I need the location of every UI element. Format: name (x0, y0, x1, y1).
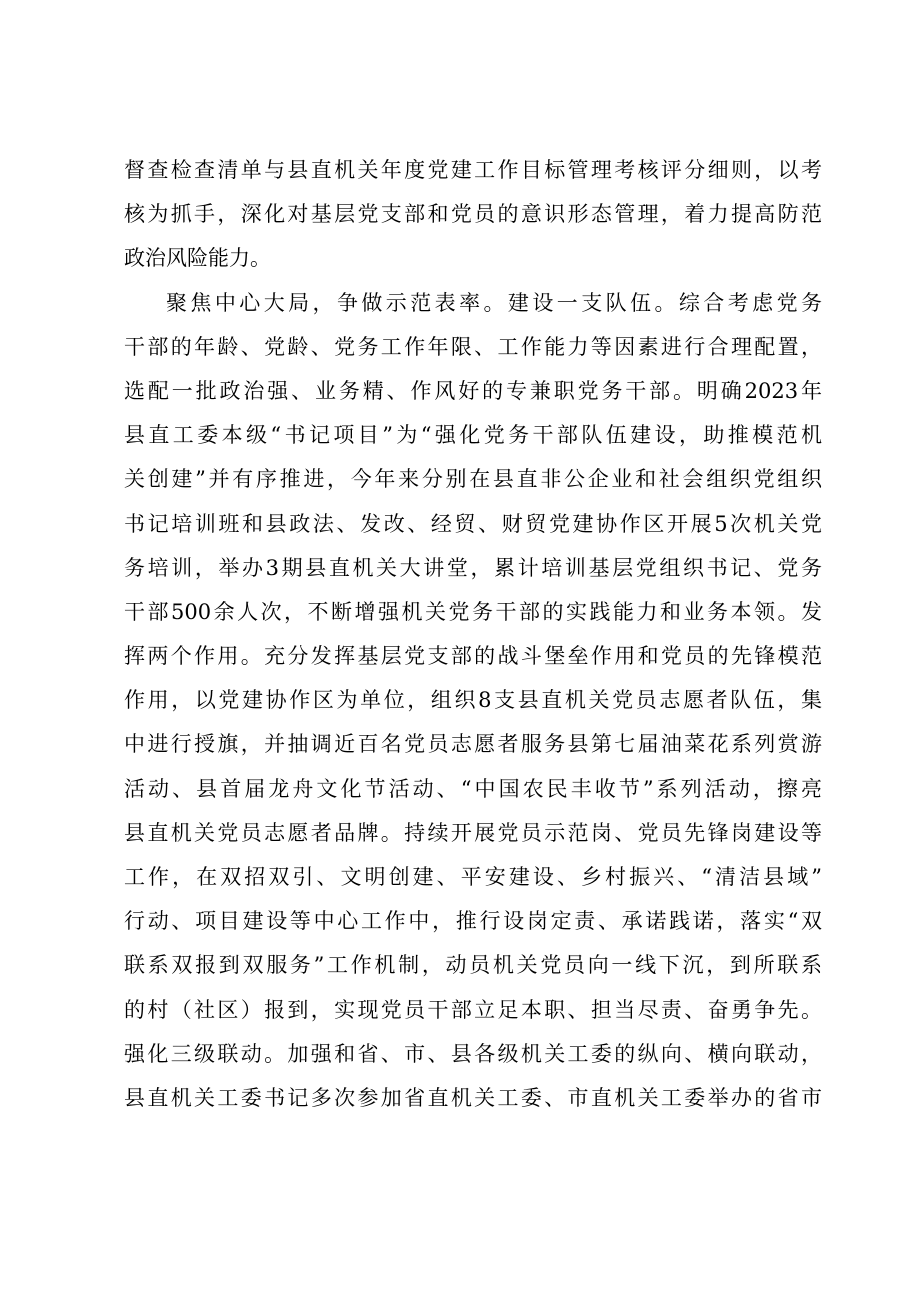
text-line: 活动、县首届龙舟文化节活动、“中国农民丰收节”系列活动，擦亮 (124, 776, 822, 801)
text-line: 强化三级联动。加强和省、市、县各级机关工委的纵向、横向联动， (124, 1041, 822, 1066)
text-line: 关创建”并有序推进，今年来分别在县直非公企业和社会组织党组织 (124, 467, 822, 492)
text-line: 县直机关工委书记多次参加省直机关工委、市直机关工委举办的省市 (124, 1085, 822, 1110)
text-line: 联系双报到双服务”工作机制，动员机关党员向一线下沉，到所联系 (124, 953, 822, 978)
text-line: 的村（社区）报到，实现党员干部立足本职、担当尽责、奋勇争先。 (124, 997, 822, 1022)
text-line: 督查检查清单与县直机关年度党建工作目标管理考核评分细则，以考 (124, 158, 822, 182)
text-line: 行动、项目建设等中心工作中，推行设岗定责、承诺践诺，落实“双 (124, 909, 822, 934)
text-line: 县直工委本级“书记项目”为“强化党务干部队伍建设，助推模范机 (124, 423, 822, 448)
text-line: 核为抓手，深化对基层党支部和党员的意识形态管理，着力提高防范 (124, 202, 822, 227)
text-line: 挥两个作用。充分发挥基层党支部的战斗堡垒作用和党员的先锋模范 (124, 644, 822, 669)
text-line: 干部500余人次，不断增强机关党务干部的实践能力和业务本领。发 (124, 599, 822, 624)
text-line: 中进行授旗，并抽调近百名党员志愿者服务县第七届油菜花系列赏游 (124, 732, 822, 757)
text-line: 书记培训班和县政法、发改、经贸、财贸党建协作区开展5次机关党 (124, 511, 822, 536)
text-line: 政治风险能力。 (124, 246, 271, 271)
paragraph-start-line: 聚焦中心大局，争做示范表率。建设一支队伍。综合考虑党务 (166, 290, 822, 315)
body-text (124, 148, 822, 1120)
text-line: 选配一批政治强、业务精、作风好的专兼职党务干部。明确2023年 (124, 378, 822, 403)
text-line: 作用，以党建协作区为单位，组织8支县直机关党员志愿者队伍，集 (124, 688, 822, 713)
text-line: 干部的年龄、党龄、党务工作年限、工作能力等因素进行合理配置， (124, 334, 822, 359)
text-line: 务培训，举办3期县直机关大讲堂，累计培训基层党组织书记、党务 (124, 555, 822, 580)
text-line: 工作，在双招双引、文明创建、平安建设、乡村振兴、“清洁县域” (124, 865, 822, 889)
text-line: 县直机关党员志愿者品牌。持续开展党员示范岗、党员先锋岗建设等 (124, 820, 822, 845)
